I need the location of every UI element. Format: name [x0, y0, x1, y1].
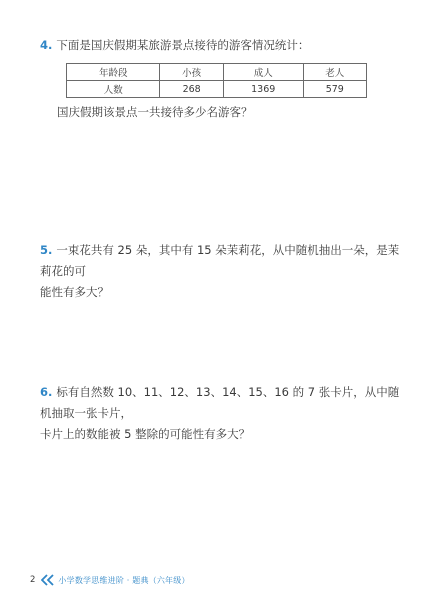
table-header-cell: 成人: [223, 64, 303, 81]
problem-line: 能性有多大？: [40, 285, 109, 299]
problem-4-question: 国庆假期该景点一共接待多少名游客？: [57, 105, 253, 119]
table-cell: 268: [160, 81, 223, 98]
problem-text: 下面是国庆假期某旅游景点接待的游客情况统计：: [56, 38, 310, 52]
problem-number: 4.: [40, 38, 53, 52]
table-cell: 人数: [67, 81, 160, 98]
problem-line: [40, 240, 400, 282]
table-header-cell: 小孩: [160, 64, 223, 81]
problem-6: [40, 382, 400, 445]
table-header-cell: 老人: [303, 64, 366, 81]
problem-4: [40, 35, 400, 56]
table-header-row: [67, 64, 367, 81]
table-row: [67, 81, 367, 98]
problem-text: 标有自然数 10、11、12、13、14、15、16 的 7 张卡片，从中随机抽取一张卡片，: [40, 385, 400, 420]
problem-line: [40, 382, 400, 424]
table-cell: 579: [303, 81, 366, 98]
page-footer: [30, 570, 190, 590]
visitor-stats-table: [66, 63, 367, 98]
double-chevron-icon: [41, 574, 54, 586]
problem-number: 6.: [40, 385, 53, 399]
page-number: 2: [30, 575, 36, 585]
problem-number: 5.: [40, 243, 53, 257]
table-header-cell: 年龄段: [67, 64, 160, 81]
table-cell: 1369: [223, 81, 303, 98]
problem-text: 一束花共有 25 朵，其中有 15 朵茉莉花，从中随机抽出一朵，是茉莉花的可: [40, 243, 400, 278]
problem-line: 卡片上的数能被 5 整除的可能性有多大？: [40, 427, 251, 441]
book-title: 小学数学思维进阶 · 题典（六年级）: [58, 575, 190, 585]
problem-5: [40, 240, 400, 303]
